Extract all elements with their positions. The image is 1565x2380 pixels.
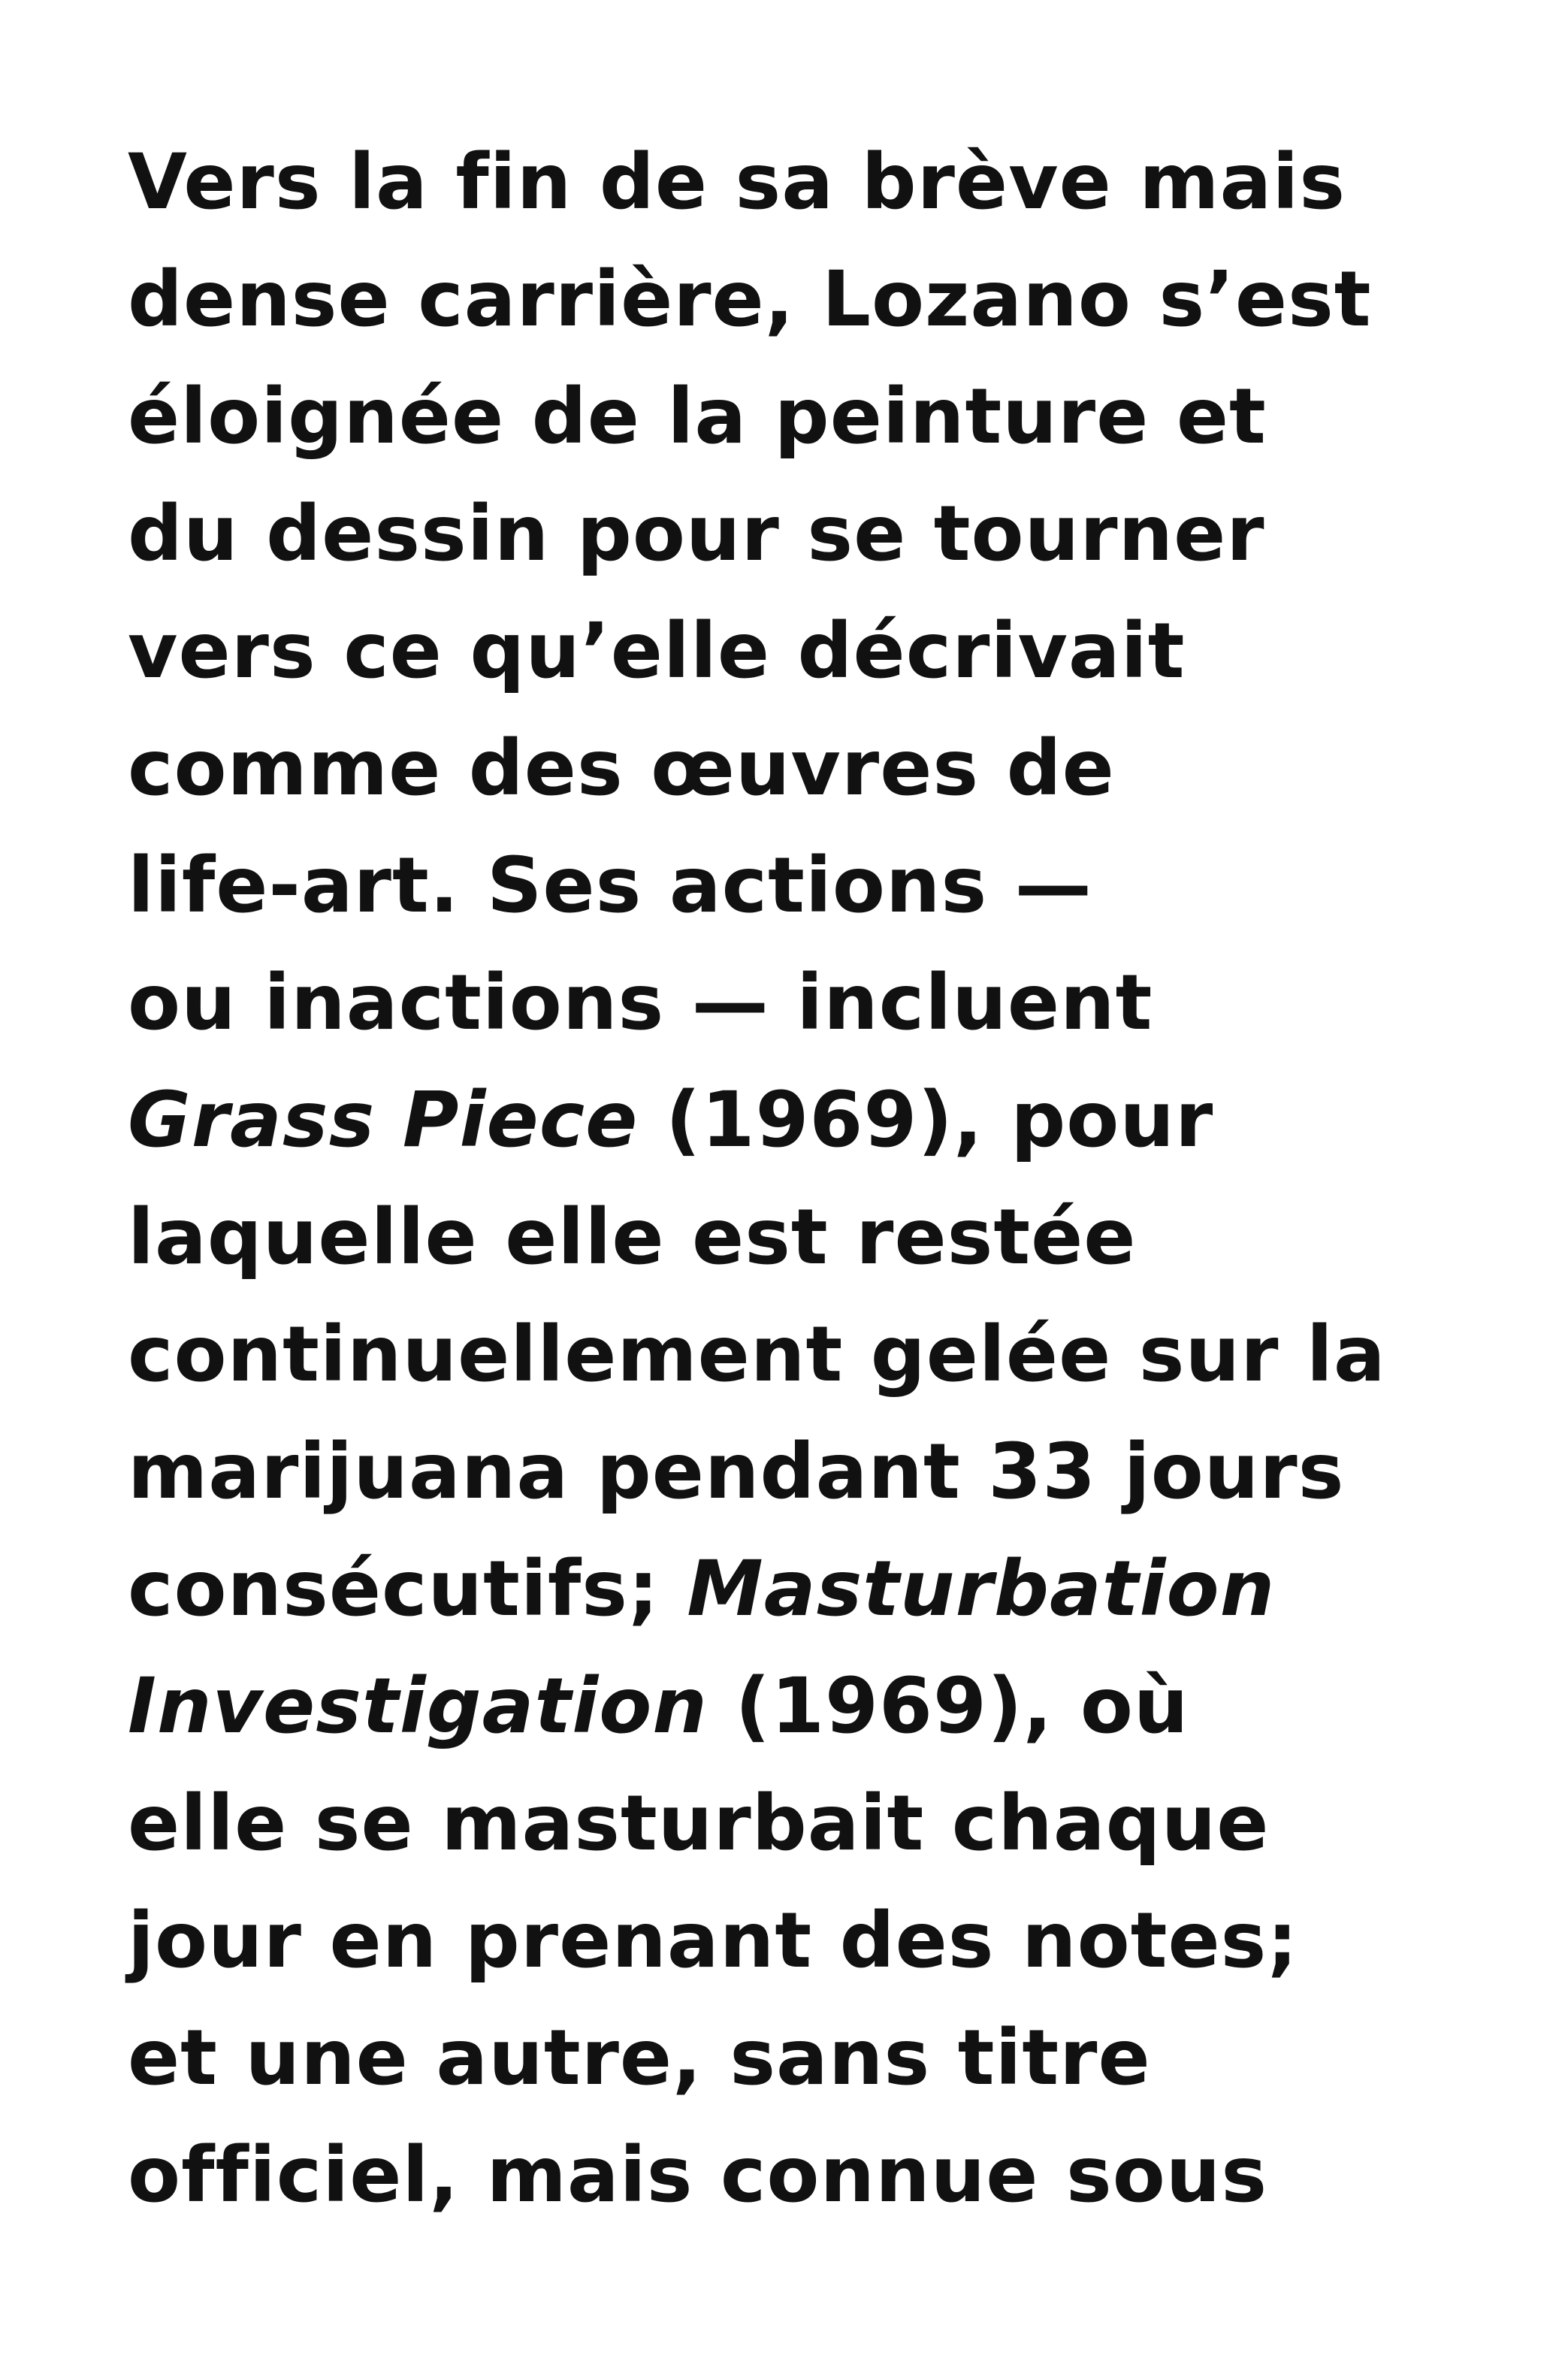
text-line: éloignée de la peinture et xyxy=(128,372,1267,461)
text-line: comme des œuvres de xyxy=(128,724,1115,813)
text-line: consécutifs; Masturbation xyxy=(128,1544,1276,1634)
text-line: life-art. Ses actions — xyxy=(128,841,1092,930)
text-line: elle se masturbait chaque xyxy=(128,1779,1270,1868)
text-line: continuellement gelée sur la xyxy=(128,1310,1386,1399)
text-line: ou inactions — incluent xyxy=(128,958,1153,1048)
text-line: Grass Piece (1969), pour xyxy=(128,1075,1214,1165)
text-line: Vers la fin de sa brève mais xyxy=(128,138,1346,227)
body-paragraph xyxy=(128,124,1540,2234)
text-line: du dessin pour se tourner xyxy=(128,489,1265,579)
text-line: jour en prenant des notes; xyxy=(128,1896,1299,1985)
text-line: vers ce qu’elle décrivait xyxy=(128,606,1186,696)
text-line: officiel, mais connue sous xyxy=(128,2131,1268,2220)
artwork-title-grass-piece: Grass Piece xyxy=(128,1075,639,1165)
artwork-title-investigation: Investigation xyxy=(128,1662,708,1751)
text-line: Investigation (1969), où xyxy=(128,1662,1189,1751)
text-line: dense carrière, Lozano s’est xyxy=(128,255,1372,344)
text-line: marijuana pendant 33 jours xyxy=(128,1427,1345,1517)
text-line: laquelle elle est restée xyxy=(128,1193,1137,1282)
text-line: et une autre, sans titre xyxy=(128,2013,1151,2103)
artwork-title-masturbation: Masturbation xyxy=(687,1544,1276,1634)
